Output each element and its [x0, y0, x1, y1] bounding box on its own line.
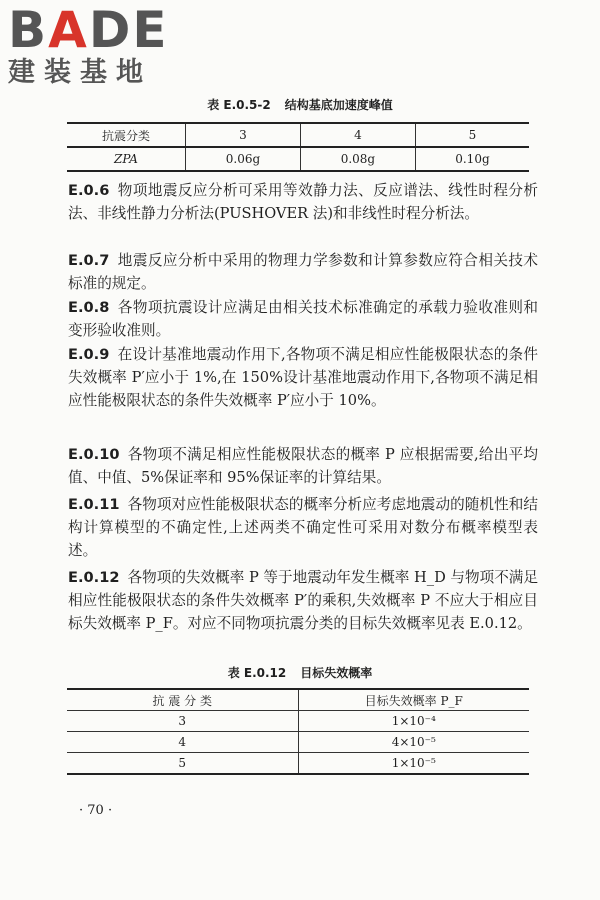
- table1: [67, 122, 529, 172]
- table-row: 3 1×10⁻⁴: [67, 711, 529, 732]
- clause-e010: E.0.10 各物项不满足相应性能极限状态的概率 P 应根据需要,给出平均值、中值、5%保证率和 95%保证率的计算结果。: [68, 446, 538, 486]
- table-row: 4 4×10⁻⁵: [67, 732, 529, 753]
- clause-e012: E.0.12 各物项的失效概率 P 等于地震动年发生概率 H_D 与物项不满足相应性能极限状态的条件失效概率 P′的乘积,失效概率 P 不应大于相应目标失效概率 P_F。对应不同物项抗震分类的目标失效概率见表 E.0.12。: [68, 569, 538, 632]
- table2-caption: 表 E.0.12 目标失效概率: [227, 666, 373, 680]
- table-row: 抗震分类 3 4 5: [67, 123, 529, 147]
- table2: [67, 688, 529, 775]
- table1-caption: 表 E.0.5-2 结构基底加速度峰值: [207, 98, 393, 112]
- table-row: 5 1×10⁻⁵: [67, 753, 529, 775]
- logo-brand: BADE: [8, 1, 169, 59]
- table-row: ZPA 0.06g 0.08g 0.10g: [67, 147, 529, 171]
- clause-e07: E.0.7 地震反应分析中采用的物理力学参数和计算参数应符合相关技术标准的规定。: [68, 252, 538, 292]
- table-row: 抗 震 分 类 目标失效概率 P_F: [67, 689, 529, 711]
- logo: [8, 1, 178, 88]
- clause-e09: E.0.9 在设计基准地震动作用下,各物项不满足相应性能极限状态的条件失效概率 P′应小于 1%,在 150%设计基准地震动作用下,各物项不满足相应性能极限状态的条件失效概率 P′应小于 10%。: [68, 346, 538, 409]
- page-number: · 70 ·: [79, 803, 113, 818]
- logo-subtitle: 建装基地: [8, 57, 152, 88]
- clause-e08: E.0.8 各物项抗震设计应满足由相关技术标准确定的承载力验收准则和变形验收准则。: [68, 299, 538, 339]
- clause-e011: E.0.11 各物项对应性能极限状态的概率分析应考虑地震动的随机性和结构计算模型的不确定性,上述两类不确定性可采用对数分布概率模型表述。: [68, 496, 538, 559]
- clause-e06: E.0.6 物项地震反应分析可采用等效静力法、反应谱法、线性时程分析法、非线性静力分析法(PUSHOVER 法)和非线性时程分析法。: [68, 182, 538, 222]
